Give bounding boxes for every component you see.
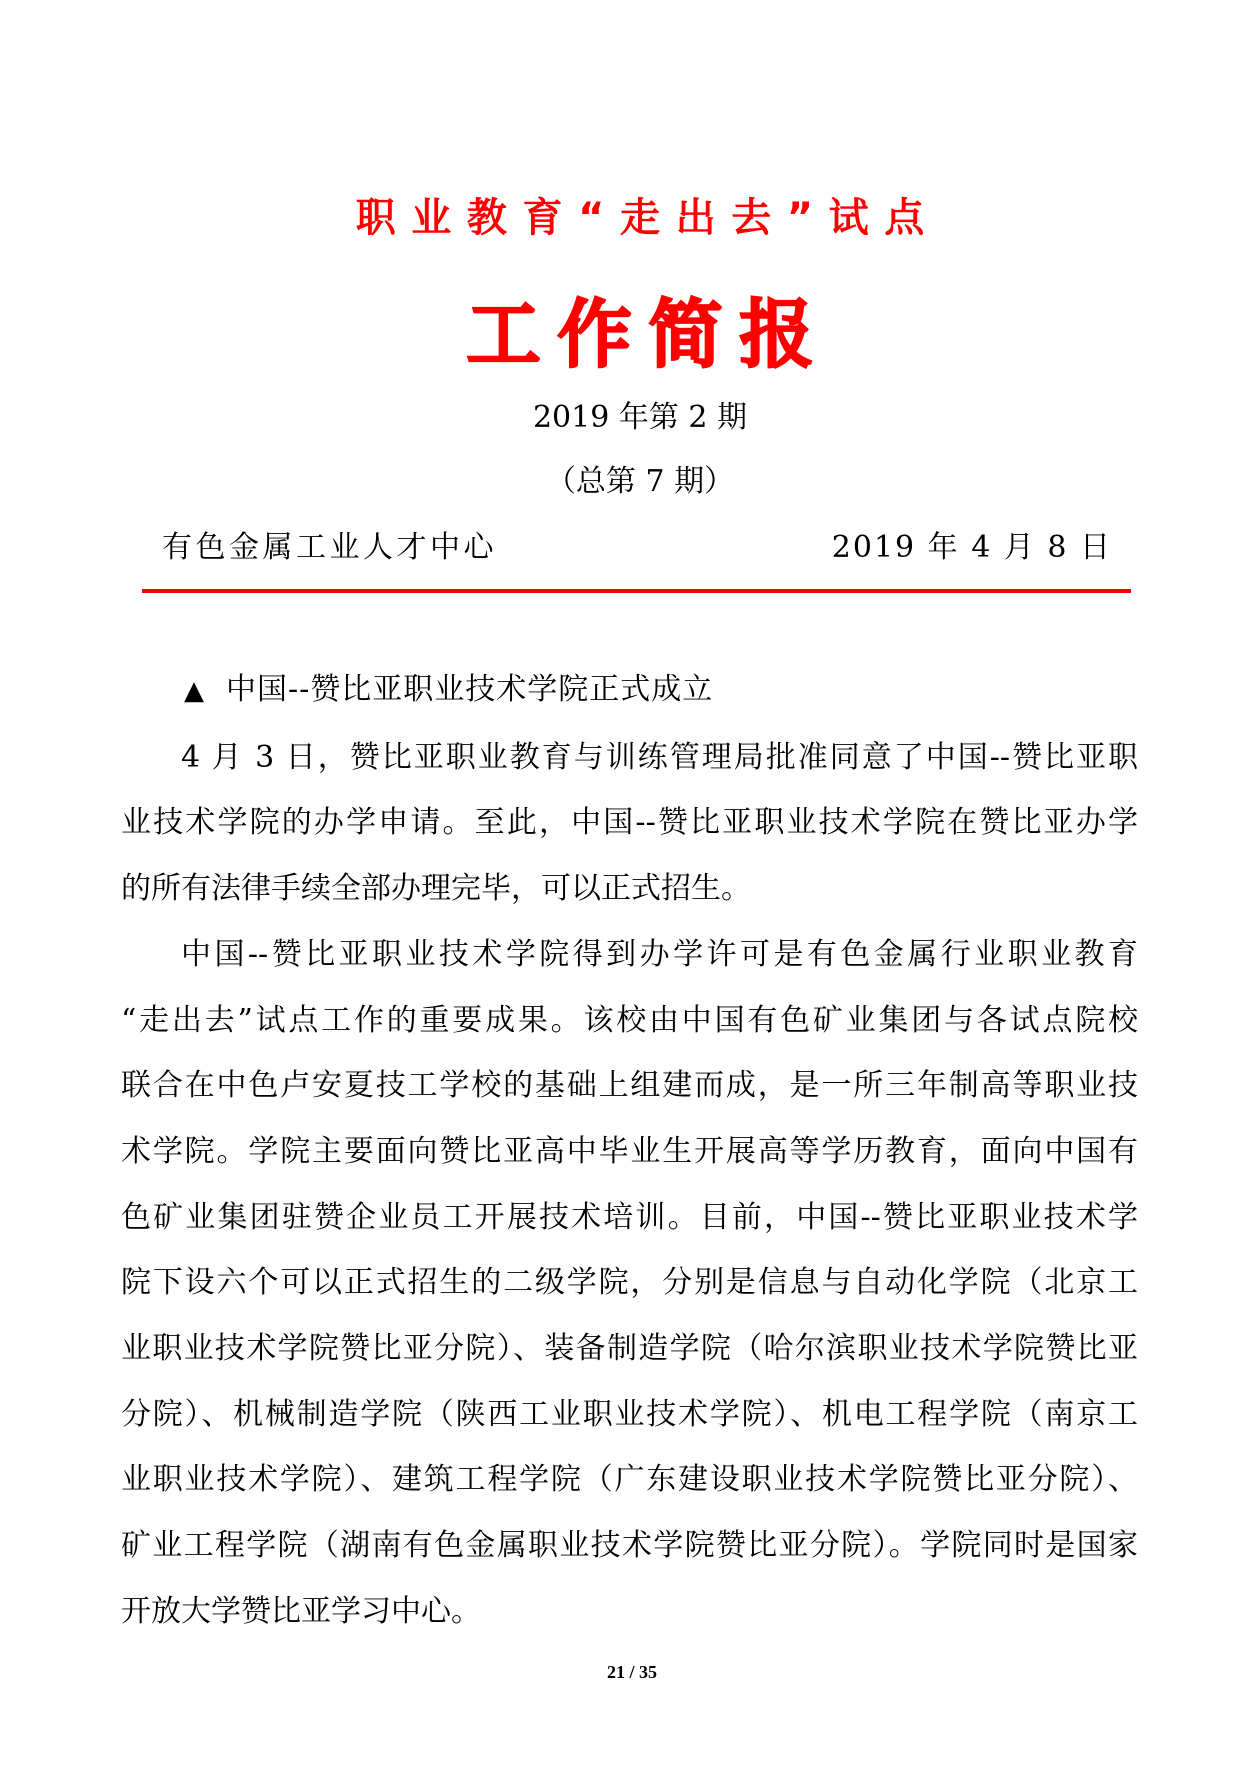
paragraph-line: 矿业工程学院（湖南有色金属职业技术学院赞比亚分院）。学院同时是国家	[121, 1528, 1138, 1564]
paragraph-line: 的所有法律手续全部办理完毕，可以正式招生。	[121, 871, 751, 907]
paragraph-line: 联合在中色卢安夏技工学校的基础上组建而成，是一所三年制高等职业技	[121, 1068, 1138, 1104]
triangle-bullet-icon: ▲	[184, 676, 204, 706]
red-divider-line	[142, 589, 1131, 593]
paragraph	[121, 725, 1138, 922]
paragraph	[121, 922, 1138, 1645]
bulletin-main-title-text: 工作简报	[466, 292, 831, 378]
publish-date: 2019 年 4 月 8 日	[831, 530, 1112, 565]
page-number: 21 / 35	[606, 1662, 657, 1682]
total-issue-number: （总第 7 期）	[545, 464, 735, 499]
paragraph-line: 色矿业集团驻赞企业员工开展技术培训。目前，中国--赞比亚职业技术学	[121, 1199, 1138, 1235]
bulletin-series-title	[24, 194, 1256, 242]
paragraph-line: 院下设六个可以正式招生的二级学院，分别是信息与自动化学院（北京工	[121, 1265, 1138, 1301]
paragraph-line: 分院）、机械制造学院（陕西工业职业技术学院）、机电工程学院（南京工	[121, 1396, 1138, 1432]
bulletin-main-title	[24, 291, 1256, 379]
publisher: 有色金属工业人才中心	[162, 530, 497, 565]
paragraph-line: “走出去”试点工作的重要成果。该校由中国有色矿业集团与各试点院校	[121, 1002, 1138, 1038]
article-body	[121, 657, 1138, 1645]
paragraph-line: 术学院。学院主要面向赞比亚高中毕业生开展高等学历教育，面向中国有	[121, 1133, 1138, 1169]
paragraph-line: 中国--赞比亚职业技术学院得到办学许可是有色金属行业职业教育	[181, 936, 1138, 972]
bulletin-series-title-text: 职业教育“走出去”试点	[355, 195, 940, 241]
paragraph-line: 开放大学赞比亚学习中心。	[121, 1593, 481, 1629]
article-heading	[121, 657, 1138, 725]
paragraph-line: 业职业技术学院）、建筑工程学院（广东建设职业技术学院赞比亚分院）、	[121, 1462, 1138, 1498]
paragraph-line: 业职业技术学院赞比亚分院）、装备制造学院（哈尔滨职业技术学院赞比亚	[121, 1331, 1138, 1367]
paragraph-line: 4 月 3 日，赞比亚职业教育与训练管理局批准同意了中国--赞比亚职	[181, 739, 1138, 775]
article-heading-text: 中国--赞比亚职业技术学院正式成立	[226, 672, 714, 707]
issue-number: 2019 年第 2 期	[532, 400, 748, 435]
paragraph-line: 业技术学院的办学申请。至此，中国--赞比亚职业技术学院在赞比亚办学	[121, 805, 1138, 841]
